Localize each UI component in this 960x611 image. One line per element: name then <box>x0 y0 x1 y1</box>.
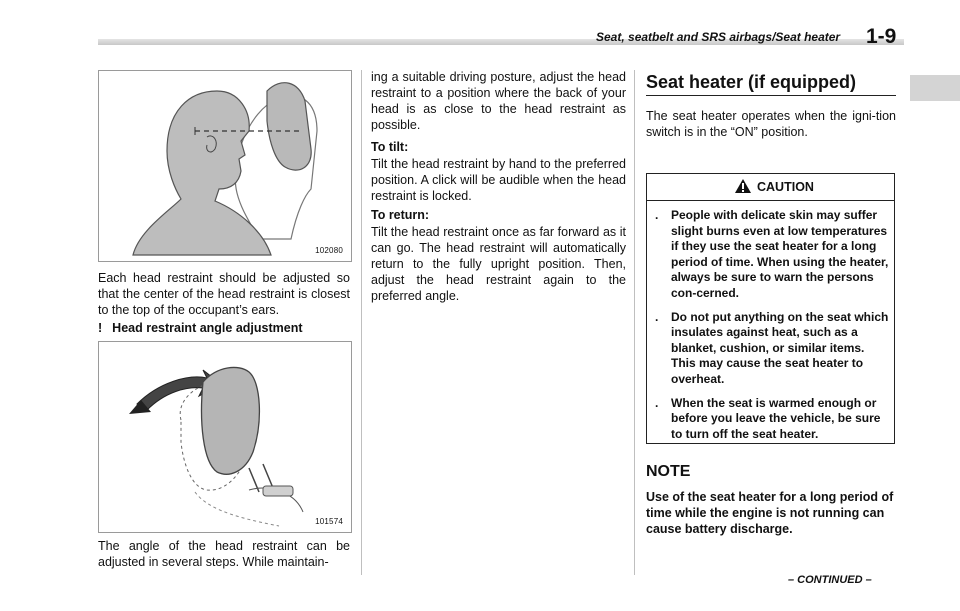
page-header-title: Seat, seatbelt and SRS airbags/Seat heater <box>596 30 841 44</box>
note-text: Use of the seat heater for a long period of time while the engine is not running can cause battery discharge. <box>646 490 894 536</box>
paragraph-angle-steps: The angle of the head restraint can be adjusted in several steps. While maintain- <box>98 539 350 569</box>
continued-marker: – CONTINUED – <box>788 574 872 586</box>
section-title-seat-heater: Seat heater (if equipped) <box>646 72 857 92</box>
subheading-angle-adjustment <box>98 321 303 335</box>
label-to-return: To return: <box>371 208 430 222</box>
caution-box <box>646 173 895 444</box>
warning-triangle-icon <box>734 178 752 194</box>
note-title: NOTE <box>646 463 691 480</box>
paragraph-driving-posture: ing a suitable driving posture, adjust the head restraint to a position where the back of your head is as close to the head restraint as possible. <box>371 70 626 132</box>
paragraph-seat-heater-intro: The seat heater operates when the igni-tion switch is in the “ON” position. <box>646 109 896 139</box>
figure-head-restraint-angle <box>98 341 352 533</box>
figure-code: 101574 <box>315 517 343 526</box>
caution-item-text: People with delicate skin may suffer slight burns even at low temperatures if they use the seat heater for a long period of time. When using the heater, always be sure to warn the persons con-cerned. <box>671 208 889 300</box>
caution-bullet: . <box>655 208 659 222</box>
caution-label: CAUTION <box>757 180 814 194</box>
caution-header <box>647 174 894 201</box>
page-number: 1-9 <box>866 25 897 48</box>
caution-bullet: . <box>655 309 659 324</box>
caution-item-text: Do not put anything on the seat which insulates against heat, such as a blanket, cushion, or similar items. This may cause the seat heater to overheat. <box>671 309 889 386</box>
caution-item-insulation <box>655 310 891 388</box>
column-divider-2 <box>634 70 635 575</box>
paragraph-return: Tilt the head restraint once as far forward as it can go. The head restraint will automatically return to the fully upright position. Then, adjust the head restraint again to the preferred angle. <box>371 225 626 303</box>
label-to-tilt: To tilt: <box>371 140 409 154</box>
figure-code: 102080 <box>315 246 343 255</box>
head-restraint-height-illustration <box>99 71 351 261</box>
caution-item-delicate-skin <box>655 208 891 302</box>
section-title-rule <box>646 95 896 96</box>
column-divider-1 <box>361 70 362 575</box>
subheading-text: Head restraint angle adjustment <box>112 321 303 335</box>
paragraph-head-restraint-adjust: Each head restraint should be adjusted so that the center of the head restraint is closest to the top of the occupant’s ears. <box>98 271 350 317</box>
paragraph-tilt: Tilt the head restraint by hand to the preferred position. A click will be audible when the head restraint is locked. <box>371 157 626 203</box>
section-side-tab <box>910 75 960 101</box>
caution-item-text: When the seat is warmed enough or before you leave the vehicle, be sure to turn off the seat heater. <box>671 395 881 441</box>
caution-item-turn-off <box>655 396 891 443</box>
figure-head-restraint-height <box>98 70 352 262</box>
caution-bullet: . <box>655 395 659 410</box>
head-restraint-angle-illustration <box>99 342 351 532</box>
caution-list <box>655 208 891 450</box>
subheading-bullet: ! <box>98 321 103 335</box>
